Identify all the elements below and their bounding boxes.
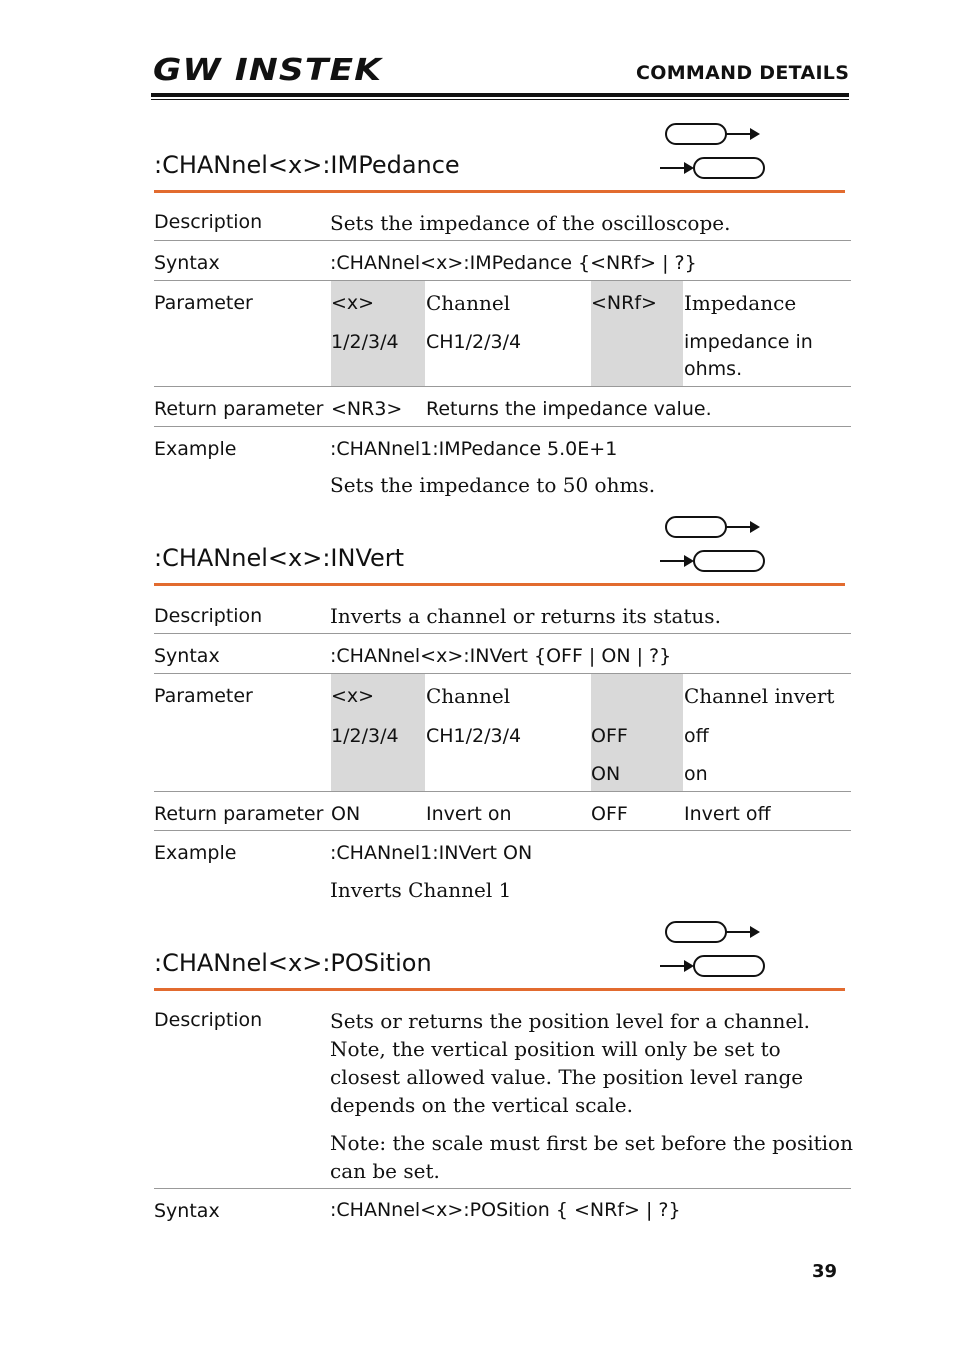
return-off-desc: Invert off <box>684 803 771 825</box>
position-description-line: Sets or returns the position level for a channel. <box>330 1009 810 1033</box>
label-syntax: Syntax <box>154 645 220 667</box>
section-title-position: :CHANnel<x>:POSition <box>154 949 432 977</box>
label-syntax: Syntax <box>154 252 220 274</box>
example-command: :CHANnel1:IMPedance 5.0E+1 <box>330 438 618 460</box>
page-number: 39 <box>812 1261 838 1282</box>
row-divider <box>154 386 851 387</box>
invert-syntax: :CHANnel<x>:INVert {OFF | ON | ?} <box>330 645 672 667</box>
set-query-icon <box>660 920 768 978</box>
row-divider <box>154 240 851 241</box>
label-parameter: Parameter <box>154 685 253 707</box>
label-parameter: Parameter <box>154 292 253 314</box>
section-title-impedance: :CHANnel<x>:IMPedance <box>154 151 460 179</box>
return-desc: Returns the impedance value. <box>426 398 712 420</box>
param-x-value: 1/2/3/4 <box>331 331 399 353</box>
return-off: OFF <box>591 803 628 825</box>
row-divider <box>154 280 851 281</box>
section-title-invert: :CHANnel<x>:INVert <box>154 544 405 572</box>
label-description: Description <box>154 211 263 233</box>
example-desc: Inverts Channel 1 <box>330 878 512 902</box>
row-divider <box>154 673 851 674</box>
position-description-line: Note, the vertical position will only be set to <box>330 1037 781 1061</box>
return-on: ON <box>331 803 361 825</box>
row-divider <box>154 1188 851 1189</box>
position-description-line: depends on the vertical scale. <box>330 1093 633 1117</box>
param-x: <x> <box>331 685 375 707</box>
position-description-line: closest allowed value. The position level range <box>330 1065 804 1089</box>
param-invert-desc: Channel invert <box>684 684 835 708</box>
param-x-desc: Channel <box>426 684 511 708</box>
brand-logo: GW INSTEK <box>153 53 383 88</box>
param-x-value: 1/2/3/4 <box>331 725 399 747</box>
label-syntax: Syntax <box>154 1200 220 1222</box>
section-rule <box>154 988 845 991</box>
set-query-icon <box>660 122 768 180</box>
param-nrf: <NRf> <box>591 292 657 314</box>
row-divider <box>154 426 851 427</box>
invert-description: Inverts a channel or returns its status. <box>330 604 721 628</box>
section-rule <box>154 190 845 193</box>
position-note-line: can be set. <box>330 1159 440 1183</box>
impedance-description: Sets the impedance of the oscilloscope. <box>330 211 731 235</box>
label-description: Description <box>154 605 263 627</box>
param-x-desc: Channel <box>426 291 511 315</box>
param-on-desc: on <box>684 763 708 785</box>
label-description: Description <box>154 1009 263 1031</box>
param-off-desc: off <box>684 725 709 747</box>
param-nrf-value-desc: impedance in <box>684 331 813 353</box>
position-syntax: :CHANnel<x>:POSition { <NRf> | ?} <box>330 1199 681 1221</box>
impedance-syntax: :CHANnel<x>:IMPedance {<NRf> | ?} <box>330 252 697 274</box>
label-return-parameter: Return parameter <box>154 398 324 420</box>
header-rule <box>151 93 849 97</box>
label-example: Example <box>154 842 237 864</box>
return-value: <NR3> <box>331 398 403 420</box>
position-note-line: Note: the scale must first be set before the position <box>330 1131 853 1155</box>
param-nrf-value-desc: ohms. <box>684 358 743 380</box>
param-x-value-desc: CH1/2/3/4 <box>426 331 522 353</box>
param-x-value-desc: CH1/2/3/4 <box>426 725 522 747</box>
row-divider <box>154 830 851 831</box>
param-on: ON <box>591 763 621 785</box>
header-rule-thin <box>151 99 849 100</box>
example-desc: Sets the impedance to 50 ohms. <box>330 473 656 497</box>
row-divider <box>154 791 851 792</box>
label-example: Example <box>154 438 237 460</box>
set-query-icon <box>660 515 768 573</box>
header-section-title: COMMAND DETAILS <box>636 62 850 84</box>
section-rule <box>154 583 845 586</box>
row-divider <box>154 633 851 634</box>
param-nrf-desc: Impedance <box>684 291 797 315</box>
label-return-parameter: Return parameter <box>154 803 324 825</box>
param-off: OFF <box>591 725 628 747</box>
example-command: :CHANnel1:INVert ON <box>330 842 533 864</box>
return-on-desc: Invert on <box>426 803 512 825</box>
param-x: <x> <box>331 292 375 314</box>
